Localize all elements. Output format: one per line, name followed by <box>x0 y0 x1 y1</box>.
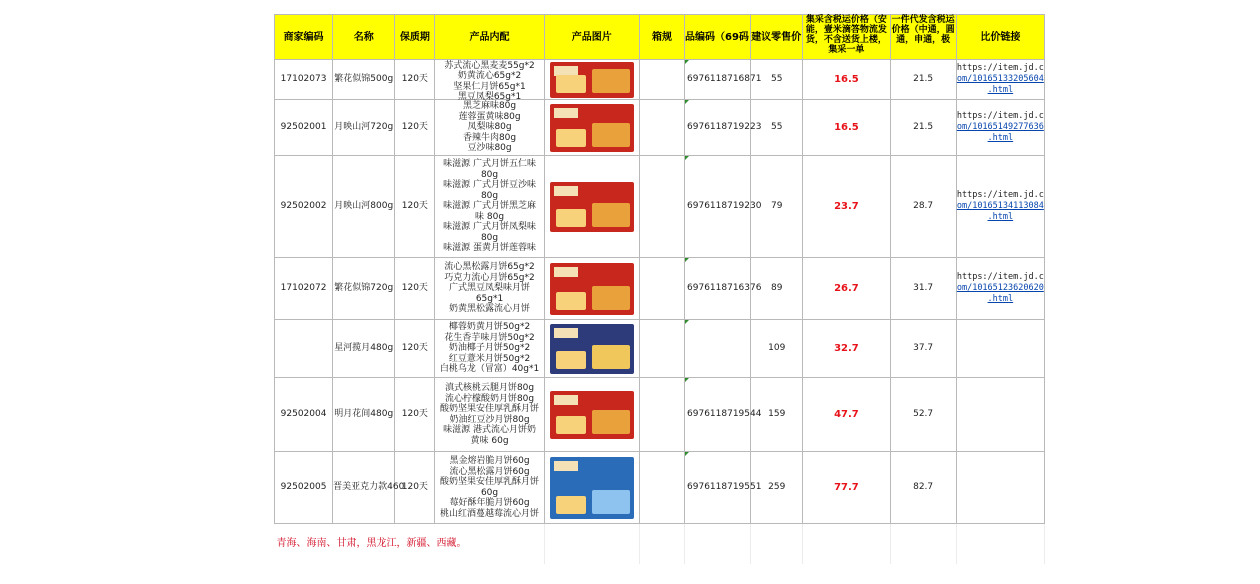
text-number-marker-icon <box>685 60 689 64</box>
contents-line: 巧克力流心月饼65g*2 <box>444 272 535 283</box>
compare-link-cell[interactable] <box>956 258 1044 320</box>
text-number-marker-icon <box>685 100 689 104</box>
header-box-spec[interactable]: 箱规 <box>639 15 684 60</box>
product-image <box>550 104 634 152</box>
box-spec-cell[interactable] <box>639 156 684 258</box>
product-table <box>274 14 1045 564</box>
footer-note[interactable]: 青海、海南、甘肃，黑龙江，新疆、西藏。 <box>275 524 545 564</box>
ean-value: 6976118716376 <box>687 283 762 293</box>
merchant-code-cell[interactable]: 17102073 <box>275 60 333 100</box>
header-group-price[interactable]: 集采含税运价格（安能，壹米滴答物流发货，不含送货上楼，集采一单 <box>803 15 890 60</box>
contents-cell[interactable] <box>435 452 544 524</box>
retail-price-cell[interactable]: 159 <box>751 378 803 452</box>
dropship-price-cell[interactable]: 82.7 <box>890 452 956 524</box>
text-number-marker-icon <box>685 378 689 382</box>
merchant-code-cell[interactable]: 92502004 <box>275 378 333 452</box>
compare-link[interactable]: om/10165149277636 <box>956 122 1044 132</box>
retail-price-cell[interactable]: 55 <box>751 60 803 100</box>
contents-line: 奶油椰子月饼50g*2 <box>448 343 531 354</box>
empty-cell[interactable] <box>544 524 639 564</box>
link-line: https://item.jd.c <box>956 63 1044 73</box>
compare-link-cell[interactable] <box>956 378 1044 452</box>
link-line: https://item.jd.c <box>956 272 1044 282</box>
compare-link[interactable]: .html <box>987 133 1014 143</box>
product-image-cell[interactable] <box>544 258 639 320</box>
box-spec-cell[interactable] <box>639 320 684 378</box>
contents-line: 味滋源 广式月饼五仁味 <box>443 159 536 170</box>
product-name-cell[interactable]: 月映山河720g <box>333 100 395 156</box>
contents-line: 红豆薏米月饼50g*2 <box>448 353 531 364</box>
contents-line: 奶黄黑松露流心月饼 <box>449 304 531 315</box>
contents-line: 奶油红豆沙月饼80g <box>449 414 530 425</box>
retail-price-cell[interactable]: 259 <box>751 452 803 524</box>
compare-link-cell[interactable] <box>956 100 1044 156</box>
contents-line: 坚果仁月饼65g*1 <box>453 81 526 92</box>
ean-cell[interactable] <box>685 156 762 258</box>
header-image[interactable]: 产品图片 <box>544 15 639 60</box>
merchant-code-cell[interactable]: 17102072 <box>275 258 333 320</box>
contents-line: 黑金熔岩脆月饼60g <box>449 456 530 466</box>
contents-line: 味滋源 广式月饼豆沙味 <box>443 180 536 191</box>
ean-cell[interactable] <box>685 378 762 452</box>
contents-line: 黑芝麻味80g <box>462 101 517 112</box>
text-number-marker-icon <box>685 452 689 456</box>
group-price-cell[interactable]: 32.7 <box>803 320 890 378</box>
compare-link-cell[interactable] <box>956 452 1044 524</box>
empty-cell[interactable] <box>890 524 956 564</box>
header-name[interactable]: 名称 <box>333 15 395 60</box>
retail-price-cell[interactable]: 55 <box>751 100 803 156</box>
product-row <box>275 100 1045 156</box>
group-price-cell[interactable]: 47.7 <box>803 378 890 452</box>
contents-cell[interactable] <box>435 258 544 320</box>
compare-link-cell[interactable] <box>956 60 1044 100</box>
contents-line: 流心黑松露月饼65g*2 <box>444 262 535 273</box>
compare-link-cell[interactable] <box>956 156 1044 258</box>
product-image-cell[interactable] <box>544 60 639 100</box>
dropship-price-cell[interactable]: 37.7 <box>890 320 956 378</box>
product-image <box>550 391 634 439</box>
product-name-cell[interactable]: 月映山河800g <box>333 156 395 258</box>
dropship-price-cell[interactable]: 31.7 <box>890 258 956 320</box>
contents-line: 桃山红酒蔓越莓流心月饼 <box>440 508 540 519</box>
empty-cell[interactable] <box>956 524 1044 564</box>
empty-cell[interactable] <box>803 524 890 564</box>
ean-cell[interactable] <box>685 100 762 156</box>
shelf-life-cell[interactable]: 120天 <box>395 100 435 156</box>
product-name-cell[interactable]: 繁花似锦720g <box>333 258 395 320</box>
compare-link[interactable]: om/10165133205604 <box>956 74 1044 84</box>
contents-line: 酸奶坚果安佳厚乳酥月饼 <box>440 404 540 414</box>
merchant-code-cell[interactable]: 92502002 <box>275 156 333 258</box>
contents-line: 80g <box>480 232 499 243</box>
header-shelf-life[interactable]: 保质期 <box>395 15 435 60</box>
header-row <box>275 15 1045 60</box>
contents-line: 香辣牛肉80g <box>462 132 517 143</box>
text-number-marker-icon <box>685 258 689 262</box>
box-spec-cell[interactable] <box>639 100 684 156</box>
product-image-cell[interactable] <box>544 100 639 156</box>
dropship-price-cell[interactable]: 21.5 <box>890 60 956 100</box>
shelf-life-cell[interactable]: 120天 <box>395 156 435 258</box>
contents-line: 奶黄流心65g*2 <box>457 71 522 81</box>
product-name-cell[interactable]: 晋美亚克力款460 <box>333 452 395 524</box>
contents-cell[interactable] <box>435 156 544 258</box>
ean-value: 6976118716871 <box>687 74 762 84</box>
text-number-marker-icon <box>685 320 689 324</box>
header-contents[interactable]: 产品内配 <box>435 15 544 60</box>
shelf-life-cell[interactable]: 120天 <box>395 320 435 378</box>
contents-line: 滇式核桃云腿月饼80g <box>444 383 535 393</box>
header-retail-price[interactable]: 建议零售价 <box>751 15 803 60</box>
box-spec-cell[interactable] <box>639 60 684 100</box>
contents-line: 花生香芋味月饼50g*2 <box>444 332 535 343</box>
contents-line: 广式黑豆凤梨味月饼 <box>449 283 531 294</box>
contents-line: 80g <box>480 169 499 180</box>
product-row <box>275 378 1045 452</box>
box-spec-cell[interactable] <box>639 258 684 320</box>
box-spec-cell[interactable] <box>639 378 684 452</box>
contents-line: 椰蓉奶黄月饼50g*2 <box>448 322 531 333</box>
compare-link[interactable]: om/10165123620620 <box>956 283 1044 293</box>
dropship-price-cell[interactable]: 52.7 <box>890 378 956 452</box>
contents-cell[interactable] <box>435 60 544 100</box>
contents-line: 莓好酥年脆月饼60g <box>449 498 530 508</box>
empty-cell[interactable] <box>639 524 684 564</box>
empty-cell[interactable] <box>685 524 751 564</box>
header-merchant-code[interactable]: 商家编码 <box>275 15 333 60</box>
group-price-cell[interactable]: 77.7 <box>803 452 890 524</box>
contents-line: 味滋源 港式流心月饼奶 <box>443 425 536 435</box>
group-price-cell[interactable]: 23.7 <box>803 156 890 258</box>
compare-link-cell[interactable] <box>956 320 1044 378</box>
link-line: https://item.jd.c <box>956 190 1044 200</box>
contents-line: 流心柠檬酸奶月饼80g <box>444 393 535 404</box>
product-image <box>550 457 634 519</box>
contents-line: 65g*1 <box>475 293 504 304</box>
header-ean[interactable]: 品编码（69码 <box>685 15 751 60</box>
contents-line: 味滋源 广式月饼黑芝麻 <box>443 201 536 212</box>
product-image <box>550 324 634 374</box>
contents-line: 酸奶坚果安佳厚乳酥月饼 <box>440 477 540 487</box>
spreadsheet <box>274 14 1045 564</box>
merchant-code-cell[interactable] <box>275 320 333 378</box>
ean-cell[interactable] <box>685 320 751 378</box>
product-row <box>275 156 1045 258</box>
product-image <box>550 182 634 232</box>
dropship-price-cell[interactable]: 21.5 <box>890 100 956 156</box>
group-price-cell[interactable]: 16.5 <box>803 60 890 100</box>
contents-cell[interactable] <box>435 320 544 378</box>
contents-line: 流心黑松露月饼60g <box>449 466 530 477</box>
compare-link[interactable]: .html <box>987 294 1014 304</box>
product-name-cell[interactable]: 繁花似锦500g <box>333 60 395 100</box>
compare-link[interactable]: om/10165134113084 <box>956 201 1044 211</box>
contents-line: 黑豆凤梨65g*1 <box>457 92 522 102</box>
product-row <box>275 452 1045 524</box>
retail-price-cell[interactable]: 79 <box>751 156 803 258</box>
contents-line: 黄味 60g <box>470 435 509 446</box>
compare-link[interactable]: .html <box>987 85 1014 95</box>
product-name-cell[interactable]: 星河揽月480g <box>333 320 395 378</box>
link-line: https://item.jd.c <box>956 111 1044 121</box>
header-compare-link[interactable]: 比价链接 <box>956 15 1044 60</box>
contents-line: 凤梨味80g <box>467 122 512 133</box>
product-name-cell[interactable]: 明月花间480g <box>333 378 395 452</box>
product-image-cell[interactable] <box>544 320 639 378</box>
merchant-code-cell[interactable]: 92502001 <box>275 100 333 156</box>
product-image-cell[interactable] <box>544 156 639 258</box>
contents-line: 味滋源 蛋黄月饼莲蓉味 <box>443 243 536 254</box>
ean-value: 6976118719230 <box>687 201 762 211</box>
compare-link[interactable]: .html <box>987 212 1014 222</box>
ean-value: 6976118719544 <box>687 409 762 419</box>
empty-cell[interactable] <box>751 524 803 564</box>
shelf-life-cell[interactable]: 120天 <box>395 60 435 100</box>
ean-cell[interactable] <box>685 452 762 524</box>
product-row <box>275 320 1045 378</box>
contents-line: 豆沙味80g <box>467 143 512 154</box>
header-dropship-price[interactable]: 一件代发含税运价格（中通，圆通，申通，极 <box>890 15 956 60</box>
contents-cell[interactable] <box>435 378 544 452</box>
ean-cell[interactable] <box>685 60 762 100</box>
contents-line: 80g <box>480 190 499 201</box>
ean-value: 6976118719551 <box>687 482 762 492</box>
product-image <box>550 62 634 98</box>
retail-price-cell[interactable]: 109 <box>751 320 803 378</box>
shelf-life-cell[interactable]: 120天 <box>395 378 435 452</box>
product-row <box>275 258 1045 320</box>
product-row <box>275 60 1045 100</box>
product-image-cell[interactable] <box>544 452 639 524</box>
group-price-cell[interactable]: 26.7 <box>803 258 890 320</box>
dropship-price-cell[interactable]: 28.7 <box>890 156 956 258</box>
merchant-code-cell[interactable]: 92502005 <box>275 452 333 524</box>
shelf-life-cell[interactable]: 120天 <box>395 258 435 320</box>
contents-line: 味 80g <box>475 211 505 222</box>
retail-price-cell[interactable]: 89 <box>751 258 803 320</box>
footer-note-row <box>275 524 1045 564</box>
contents-line: 白桃乌龙（冒富）40g*1 <box>439 364 540 375</box>
box-spec-cell[interactable] <box>639 452 684 524</box>
contents-cell[interactable] <box>435 100 544 156</box>
contents-line: 苏式流心黑麦麦55g*2 <box>444 60 535 71</box>
product-image-cell[interactable] <box>544 378 639 452</box>
product-image <box>550 263 634 315</box>
shelf-life-cell[interactable]: 120天 <box>395 452 435 524</box>
contents-line: 味滋源 广式月饼凤梨味 <box>443 222 536 233</box>
text-number-marker-icon <box>685 156 689 160</box>
ean-cell[interactable] <box>685 258 762 320</box>
contents-line: 60g <box>480 487 499 498</box>
contents-line: 莲蓉蛋黄味80g <box>458 111 521 122</box>
ean-value: 6976118719223 <box>687 122 762 132</box>
group-price-cell[interactable]: 16.5 <box>803 100 890 156</box>
